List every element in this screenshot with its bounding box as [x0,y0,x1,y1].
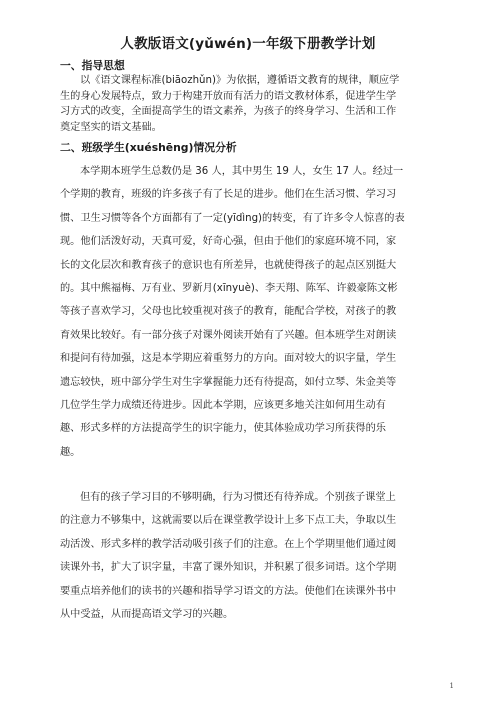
text-line: 以《语文课程标准(biāozhǔn)》为依据，遵循语文教育的规律，顺应学 [80,75,400,86]
text-line: 趣。 [60,446,81,458]
text-line: 现。他们活泼好动，天真可爱，好奇心强，但由于他们的家庭环境不同，家 [60,236,397,248]
text-line: 生的身心发展特点，致力于构建开放而有活力的语文教材体系，促进学生学 [60,90,397,102]
text-line: 趣、形式多样的方法提高学生的识字能力，使其体验成功学习所获得的乐 [60,423,386,435]
text-line: 但有的孩子学习目的不够明确，行为习惯还有待养成。个别孩子课堂上 [80,492,396,503]
section-heading-guiding-ideology: 一、指导思想 [60,59,125,72]
section2-paragraph-1 [60,160,452,464]
text-line: 奠定坚实的语文基础。 [60,121,162,133]
section-heading-class-analysis: 二、班级学生(xuéshēng)情况分析 [60,141,237,154]
text-line: 遗忘较快，班中部分学生对生字掌握能力还有待提高，如付立琴、朱金美等 [60,376,397,388]
text-line: 从中受益，从而提高语文学习的兴趣。 [60,608,234,620]
text-line: 个学期的教育，班级的许多孩子有了长足的进步。他们在生活习惯、学习习 [60,189,397,201]
text-line: 要重点培养他们的读书的兴趣和指导学习语文的方法。使他们在读课外书中 [60,585,397,597]
text-line: 长的文化层次和教育孩子的意识也有所差异，也就使得孩子的起点区别挺大 [60,259,397,271]
text-line: 动活泼、形式多样的教学活动吸引孩子们的注意。在上个学期里他们通过阅 [60,538,397,550]
text-line: 的。其中熊福梅、万有业、罗新月(xīnyuè)、李天翔、陈军、许毅豪陈文彬 [60,282,398,294]
page-number: 1 [449,682,454,690]
text-line: 育效果比较好。有一部分孩子对课外阅读开始有了兴趣。但本班学生对朗读 [60,329,397,341]
document-title: 人教版语文(yǔwén)一年级下册教学计划 [120,36,376,52]
section1-paragraph [60,73,452,135]
text-line: 惯、卫生习惯等各个方面都有了一定(yīdìng)的转变，有了许多令人惊喜的表 [60,212,405,224]
text-line: 习方式的改变，全面提高学生的语文素养，为孩子的终身学习、生活和工作 [60,106,397,118]
text-line: 读课外书，扩大了识字量，丰富了课外知识，并积累了很多词语。这个学期 [60,562,397,574]
text-line: 几位学生学力成绩还待进步。因此本学期，应该更多地关注如何用生动有 [60,399,386,411]
text-line: 和提问有待加强，这是本学期应着重努力的方向。面对较大的识字量，学生 [60,353,397,365]
section2-paragraph-2 [60,486,452,626]
text-line: 的注意力不够集中，这就需要以后在课堂教学设计上多下点工夫，争取以生 [60,515,397,527]
text-line: 本学期本班学生总数仍是 36 人，其中男生 19 人，女生 17 人。经过一 [80,166,404,177]
text-line: 等孩子喜欢学习，父母也比较重视对孩子的教育，能配合学校，对孩子的教 [60,306,397,318]
